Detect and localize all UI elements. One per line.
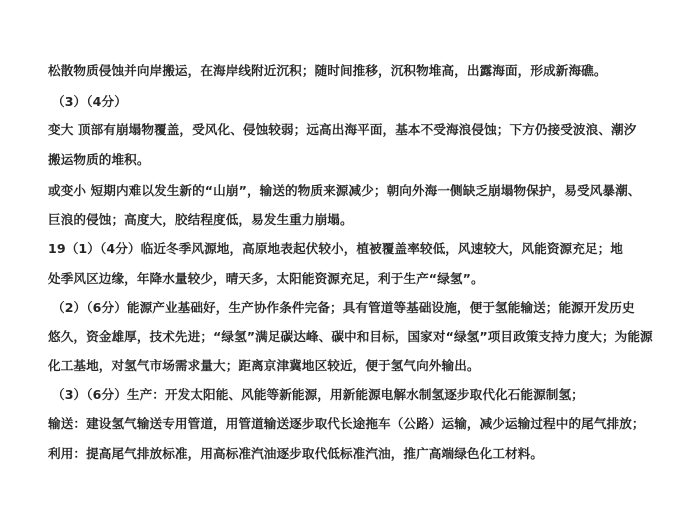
text-line-8: 处季风区边缘，年降水量较少，晴天多，太阳能资源充足，利于生产“绿氢”。 [48,271,484,286]
text-line-10: 悠久，资金雄厚，技术先进；“绿氢”满足碳达峰、碳中和目标，国家对“绿氢”项目政策支持力度大；为能源 [48,329,653,344]
text-line-12: （3）（6分）生产：开发太阳能、风能等新能源，用新能源电解水制氢逐步取代化石能源制氢； [52,387,584,402]
text-line-5: 或变小 短期内难以发生新的“山崩”，输送的物质来源减少；朝向外海一侧缺乏崩塌物保护，易受风暴潮、 [48,183,641,198]
text-line-14: 利用：提高尾气排放标准，用高标准汽油逐步取代低标准汽油，推广高端绿色化工材料。 [48,446,544,461]
text-line-11: 化工基地，对氢气市场需求量大；距离京津冀地区较近，便于氢气向外输出。 [48,358,480,373]
text-line-1: 松散物质侵蚀并向岸搬运，在海岸线附近沉积；随时间推移，沉积物堆高，出露海面，形成新海礁。 [48,63,607,78]
text-line-3: 变大 顶部有崩塌物覆盖，受风化、侵蚀较弱；远高出海平面，基本不受海浪侵蚀；下方仍接受波浪、潮汐 [48,122,637,137]
text-line-13: 输送：建设氢气输送专用管道，用管道输送逐步取代长途拖车（公路）运输，减少运输过程中的尾气排放； [48,416,645,431]
text-line-7: 19（1）（4分）临近冬季风源地，高原地表起伏较小，植被覆盖率较低，风速较大，风能资源充足；地 [48,241,623,256]
text-line-4: 搬运物质的堆积。 [48,152,150,167]
text-line-6: 巨浪的侵蚀；高度大，胶结程度低，易发生重力崩塌。 [48,212,353,227]
text-line-9: （2）（6分）能源产业基础好，生产协作条件完备；具有管道等基础设施，便于氢能输送；能源开发历史 [52,300,635,315]
text-line-2: （3）（4分） [52,94,127,109]
